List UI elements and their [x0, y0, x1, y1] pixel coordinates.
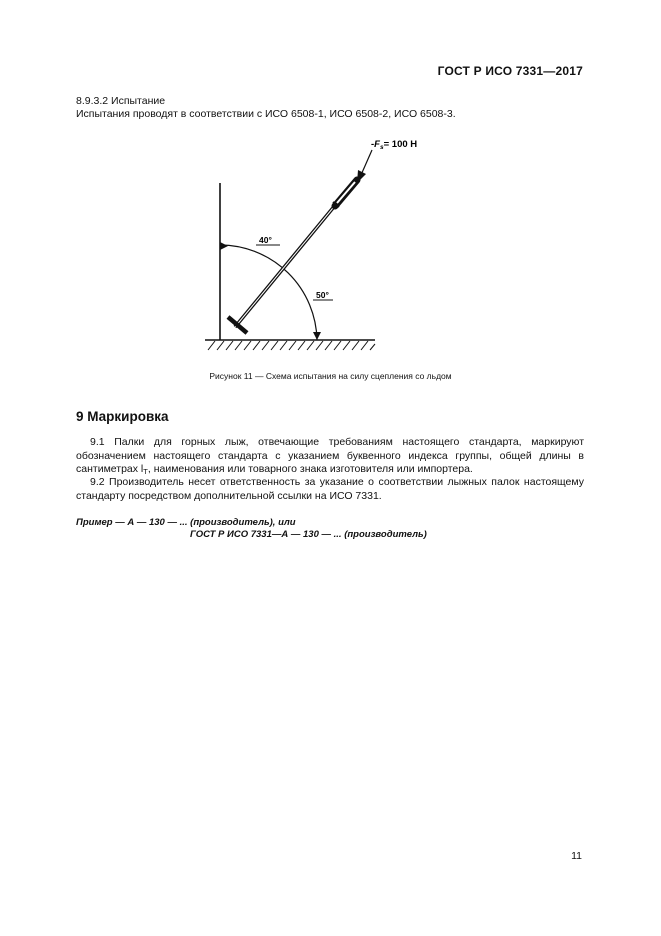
document-header: ГОСТ Р ИСО 7331—2017 — [437, 64, 583, 78]
test-paragraph: Испытания проводят в соответствии с ИСО 6508-1, ИСО 6508-2, ИСО 6508-3. — [76, 108, 456, 120]
angle-label-40: 40° — [259, 235, 272, 245]
example-line-1: Пример — А — 130 — ... (производитель), или — [76, 517, 296, 528]
example-line-2: ГОСТ Р ИСО 7331—А — 130 — ... (производитель) — [190, 529, 427, 540]
angle-label-50: 50° — [316, 290, 329, 300]
subsection-title: 8.9.3.2 Испытание — [76, 95, 166, 107]
ground-hatching — [208, 341, 375, 350]
pole-shaft-highlight — [235, 203, 337, 327]
force-arrow-head — [357, 170, 366, 183]
pole-grip-highlight — [337, 182, 355, 203]
page-number: 11 — [571, 850, 582, 862]
arc-arrow-top — [220, 242, 228, 250]
figure-11 — [190, 136, 418, 352]
paragraph-9-1: 9.1 Палки для горных лыж, отвечающие требованиям настоящего стандарта, маркируют обозначением настоящего стандарта с указанием буквенного индекса группы, общей длины в сантиметрах $l_T$, наименования или товарного знака изготовителя или импортера. — [76, 436, 584, 476]
figure-caption: Рисунок 11 — Схема испытания на силу сцепления со льдом — [209, 371, 452, 381]
arc-arrow-bottom — [313, 332, 321, 340]
force-label: $-F_s= 100$ Н — [371, 139, 418, 151]
test-scheme-diagram — [190, 136, 418, 352]
pole-basket — [228, 317, 247, 333]
section-title: 9 Маркировка — [76, 409, 169, 424]
paragraph-9-2: 9.2 Производитель несет ответственность за указание о соответствии лыжных палок настоящему стандарту посредством дополнительной ссылки на ИСО 7331. — [76, 476, 584, 502]
force-arrow-line — [361, 150, 372, 175]
